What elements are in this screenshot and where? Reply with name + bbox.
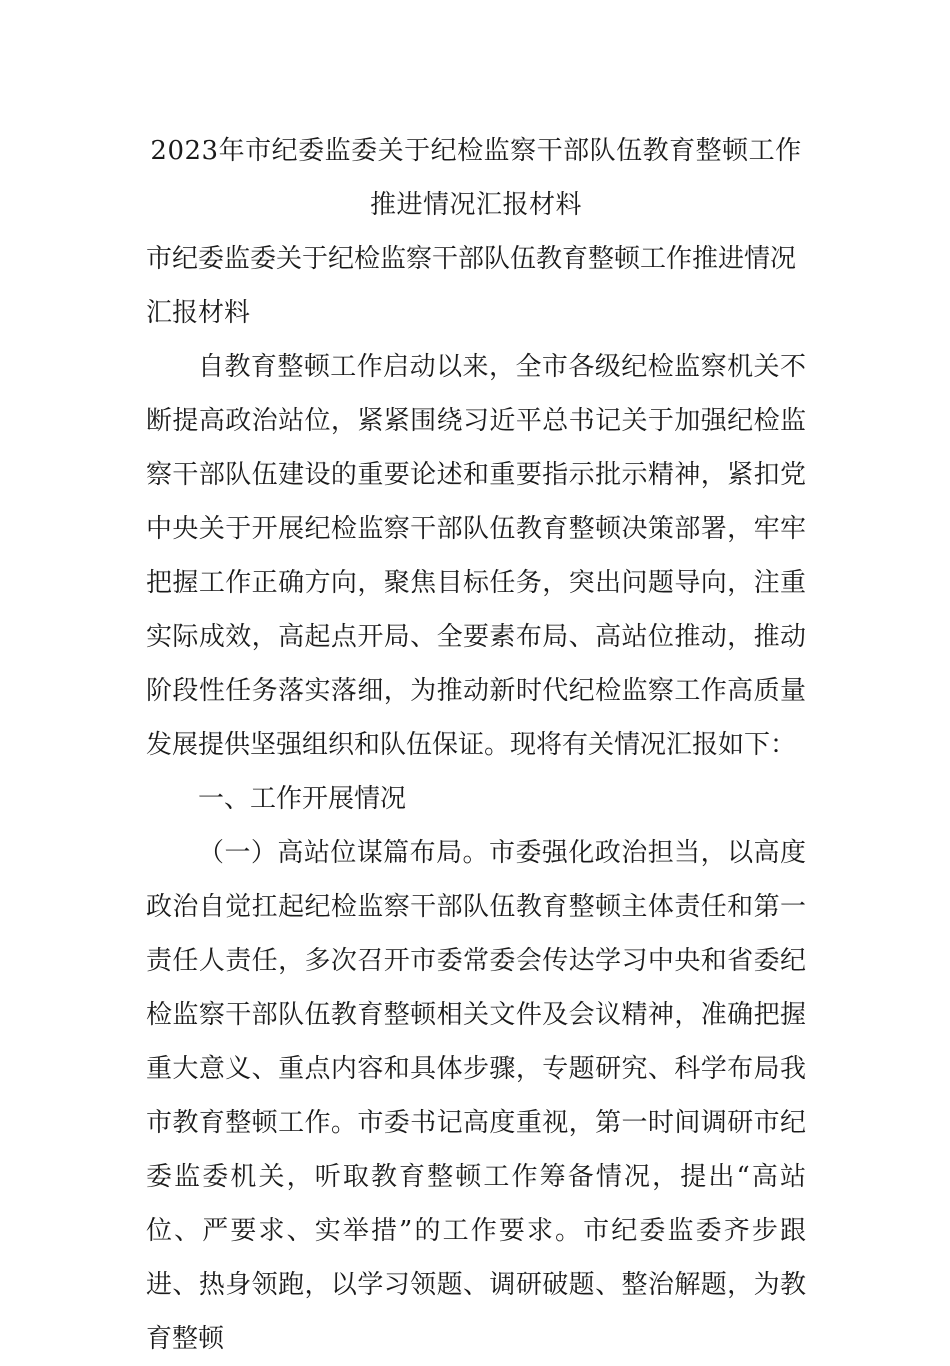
document-page — [146, 124, 806, 1366]
section-paragraph: （一）高站位谋篇布局。市委强化政治担当，以高度政治自觉扛起纪检监察干部队伍教育整顿主体责任和第一责任人责任，多次召开市委常委会传达学习中央和省委纪检监察干部队伍教育整顿相关文件及会议精神，准确把握重大意义、重点内容和具体步骤，专题研究、科学布局我市教育整顿工作。市委书记高度重视，第一时间调研市纪委监委机关，听取教育整顿工作筹备情况，提出“高站位、严要求、实举措”的工作要求。市纪委监委齐步跟进、热身领跑，以学习领题、调研破题、整治解题，为教育整顿 — [146, 838, 806, 1354]
document-subtitle: 市纪委监委关于纪检监察干部队伍教育整顿工作推进情况汇报材料 — [146, 244, 797, 328]
section-heading: 一、工作开展情况 — [198, 784, 407, 814]
intro-paragraph: 自教育整顿工作启动以来，全市各级纪检监察机关不断提高政治站位，紧紧围绕习近平总书记关于加强纪检监察干部队伍建设的重要论述和重要指示批示精神，紧扣党中央关于开展纪检监察干部队伍教育整顿决策部署，牢牢把握工作正确方向，聚焦目标任务，突出问题导向，注重实际成效，高起点开局、全要素布局、高站位推动，推动阶段性任务落实落细，为推动新时代纪检监察工作高质量发展提供坚强组织和队伍保证。现将有关情况汇报如下： — [146, 352, 806, 760]
document-title: 2023年市纪委监委关于纪检监察干部队伍教育整顿工作推进情况汇报材料 — [150, 136, 802, 220]
